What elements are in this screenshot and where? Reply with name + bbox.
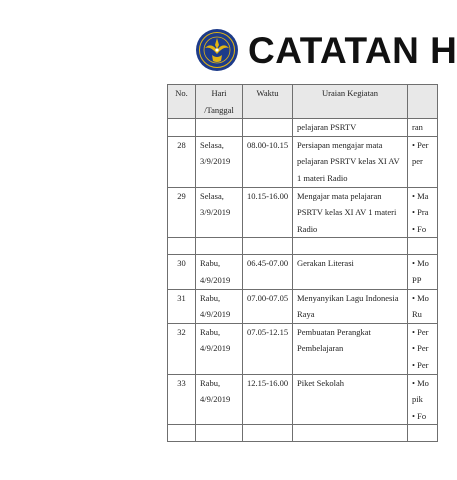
cell-result: • Per per [408,136,438,187]
cell-time: 10.15-16.00 [243,187,293,238]
activity-log-table [167,84,438,442]
cell-result: • Mo PP [408,255,438,289]
cell-no: 29 [168,187,196,238]
cell-result: ran [408,119,438,137]
col-header-result [408,85,438,119]
col-header-day: Hari [211,88,227,98]
cell-day-date: Rabu, 4/9/2019 [196,323,243,374]
cell-activity: Menyanyikan Lagu Indonesia Raya [293,289,408,323]
cell-activity: Pembuatan Perangkat Pembelajaran [293,323,408,374]
cell-result: • Ma • Pra • Fo [408,187,438,238]
page-title: CATATAN H [248,30,457,71]
cell-day-date [196,119,243,137]
cell-no [168,119,196,137]
cell-time: 08.00-10.15 [243,136,293,187]
cell-day-date: Selasa, 3/9/2019 [196,187,243,238]
cell-day-date: Rabu, 4/9/2019 [196,289,243,323]
table-row-empty [168,425,438,442]
table-row [168,187,438,238]
cell-day-date: Selasa, 3/9/2019 [196,136,243,187]
cell-no: 33 [168,374,196,425]
cell-no: 30 [168,255,196,289]
table-row [168,289,438,323]
col-header-time: Waktu [243,85,293,119]
col-header-no: No. [168,85,196,119]
col-header-day-date [196,85,243,119]
cell-activity: Mengajar mata pelajaran PSRTV kelas XI AV 1 materi Radio [293,187,408,238]
cell-day-date: Rabu, 4/9/2019 [196,374,243,425]
table-row [168,323,438,374]
cell-time: 07.05-12.15 [243,323,293,374]
cell-activity: Piket Sekolah [293,374,408,425]
cell-time: 07.00-07.05 [243,289,293,323]
cell-time: 06.45-07.00 [243,255,293,289]
cell-result: • Mo Ru [408,289,438,323]
table-row [168,136,438,187]
cell-result: • Mo pik • Fo [408,374,438,425]
table-row [168,255,438,289]
cell-no: 32 [168,323,196,374]
cell-activity: Gerakan Literasi [293,255,408,289]
cell-activity: Persiapan mengajar mata pelajaran PSRTV kelas XI AV 1 materi Radio [293,136,408,187]
table-row-empty [168,238,438,255]
table-header-row [168,85,438,119]
col-header-date: /Tanggal [204,104,234,115]
cell-result: • Per • Per • Per [408,323,438,374]
cell-no: 31 [168,289,196,323]
col-header-activity: Uraian Kegiatan [293,85,408,119]
cell-day-date: Rabu, 4/9/2019 [196,255,243,289]
cell-activity: pelajaran PSRTV [293,119,408,137]
cell-time [243,119,293,137]
university-seal-icon [195,28,239,72]
cell-no: 28 [168,136,196,187]
table-row [168,374,438,425]
table-row [168,119,438,137]
cell-time: 12.15-16.00 [243,374,293,425]
